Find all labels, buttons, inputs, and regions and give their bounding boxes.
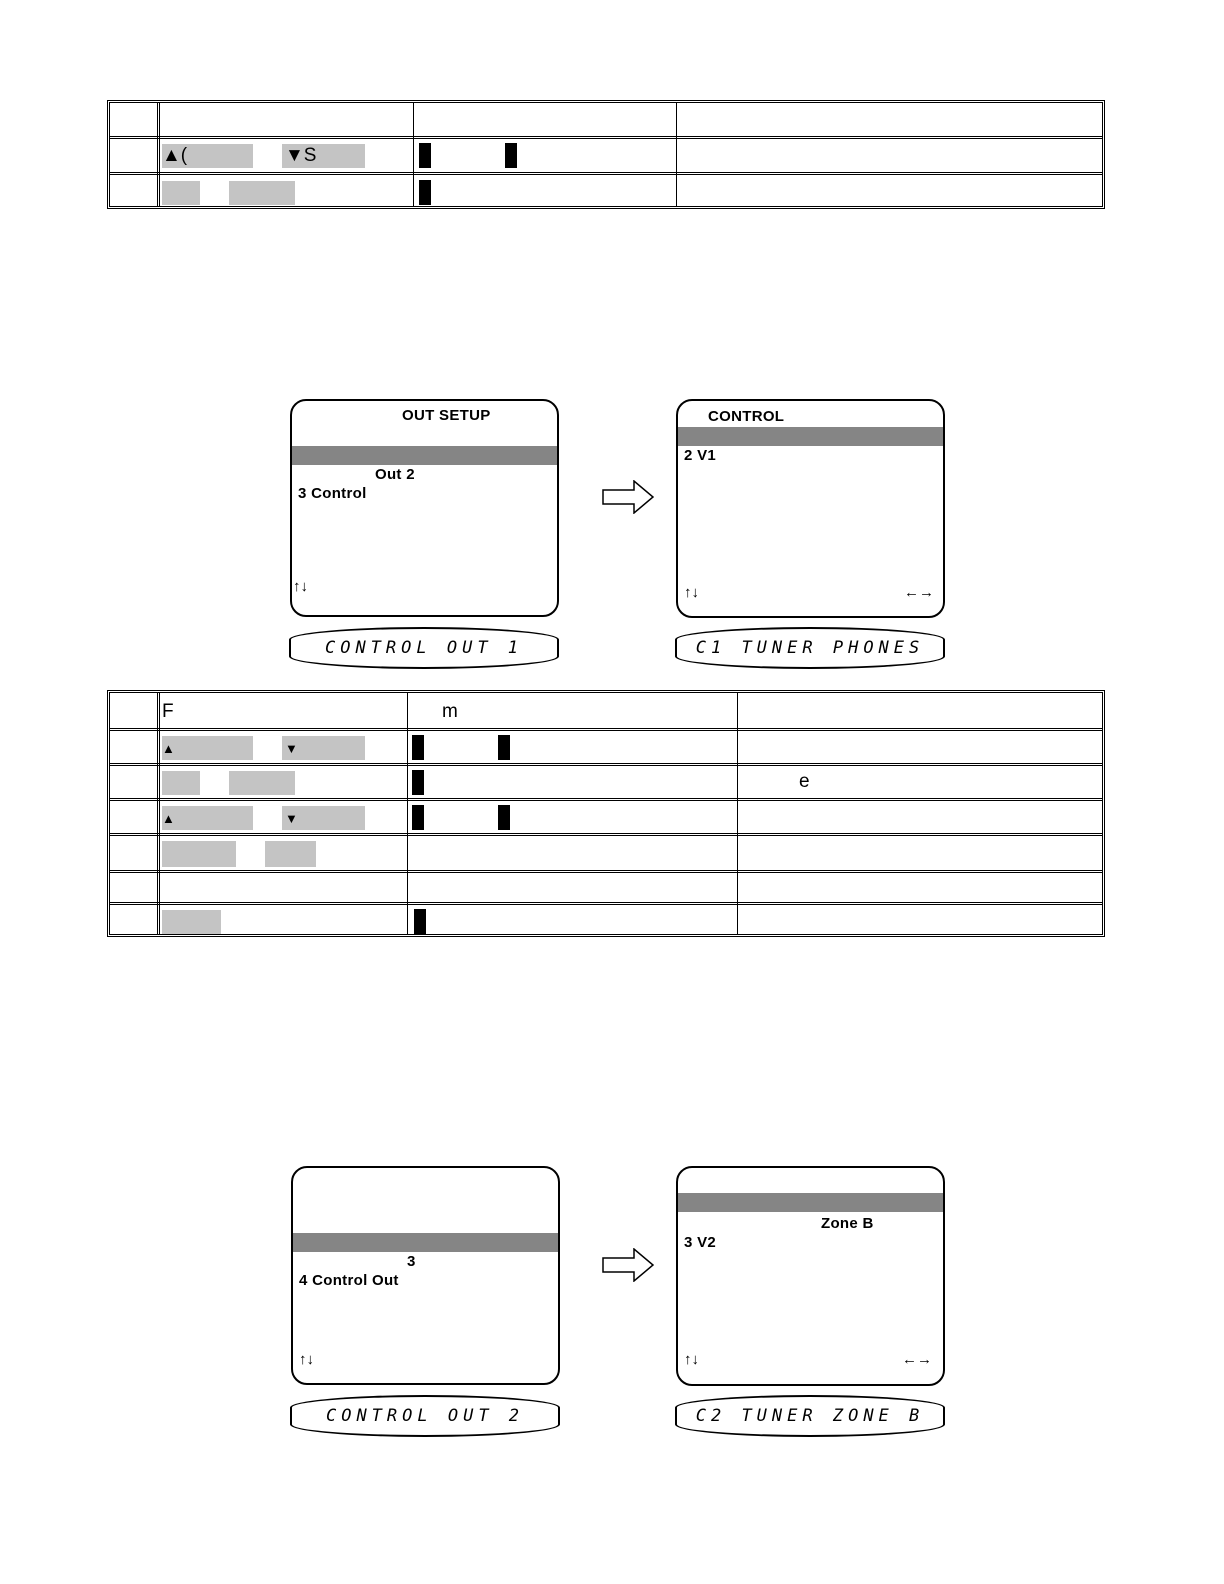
up-button-label: ▲( [162, 145, 188, 166]
menu-item: 3 [407, 1253, 416, 1270]
menu-item: Zone B [821, 1215, 874, 1232]
front-panel-display [675, 1395, 945, 1437]
osd-screen-control [676, 399, 945, 618]
selection-bar [293, 1233, 558, 1252]
display-text: C2 TUNER ZONE B [695, 1406, 925, 1426]
osd-screen-control-2 [676, 1166, 945, 1386]
table-row [110, 693, 1102, 728]
table-row [110, 798, 1102, 833]
black-marker [412, 805, 424, 830]
black-marker [505, 143, 517, 168]
up-arrow-icon: ▲ [162, 811, 175, 826]
osd-screen-out-setup [290, 399, 559, 617]
steps-table-2 [107, 690, 1105, 937]
menu-item: 4 Control Out [299, 1272, 399, 1289]
black-marker [498, 735, 510, 760]
menu-item: Out 2 [375, 466, 415, 483]
selection-bar [678, 1193, 943, 1212]
display-text: CONTROL OUT 2 [325, 1406, 525, 1426]
selection-bar [292, 446, 557, 465]
black-marker [412, 735, 424, 760]
menu-item: 3 Control [298, 485, 367, 502]
black-marker [419, 180, 431, 205]
right-arrow-icon [602, 480, 654, 514]
display-text: CONTROL OUT 1 [324, 638, 524, 658]
table-row [110, 902, 1102, 937]
description-text: e [799, 771, 810, 792]
table-row [110, 103, 1102, 136]
left-right-arrows-icon: ←→ [902, 1351, 932, 1368]
header-cell: m [442, 701, 458, 722]
down-arrow-icon: ▼ [285, 741, 298, 756]
table-row [110, 136, 1102, 172]
button-highlight [162, 841, 236, 867]
left-right-arrows-icon: ←→ [904, 584, 934, 601]
osd-screen-out-setup-2 [291, 1166, 560, 1385]
up-down-arrows-icon: ↑↓ [299, 1351, 314, 1368]
table-row [110, 763, 1102, 798]
table-row [110, 870, 1102, 902]
down-arrow-icon: ▼ [285, 811, 298, 826]
front-panel-display [675, 627, 945, 669]
black-marker [419, 143, 431, 168]
right-arrow-icon [602, 1248, 654, 1282]
button-highlight [162, 910, 221, 934]
selection-bar [678, 427, 943, 446]
up-down-arrows-icon: ↑↓ [293, 578, 308, 595]
button-highlight [229, 771, 295, 795]
down-button-label: ▼S [285, 145, 317, 166]
button-highlight [162, 181, 200, 205]
black-marker [498, 805, 510, 830]
button-highlight [162, 806, 253, 830]
screen-title: OUT SETUP [402, 407, 491, 424]
front-panel-display [290, 1395, 560, 1437]
black-marker [412, 770, 424, 795]
table-row [110, 833, 1102, 870]
table-row [110, 172, 1102, 209]
header-cell: F [162, 701, 174, 722]
menu-item: 3 V2 [684, 1234, 717, 1251]
up-arrow-icon: ▲ [162, 741, 175, 756]
screen-title: CONTROL [708, 408, 785, 425]
table-row [110, 728, 1102, 763]
menu-item: 2 V1 [684, 447, 717, 464]
front-panel-display [289, 627, 559, 669]
black-marker [414, 909, 426, 934]
button-highlight [162, 736, 253, 760]
up-down-arrows-icon: ↑↓ [684, 584, 699, 601]
up-down-arrows-icon: ↑↓ [684, 1351, 699, 1368]
display-text: C1 TUNER PHONES [695, 638, 925, 658]
button-highlight [229, 181, 295, 205]
button-highlight [265, 841, 316, 867]
button-highlight [162, 771, 200, 795]
steps-table-1 [107, 100, 1105, 209]
